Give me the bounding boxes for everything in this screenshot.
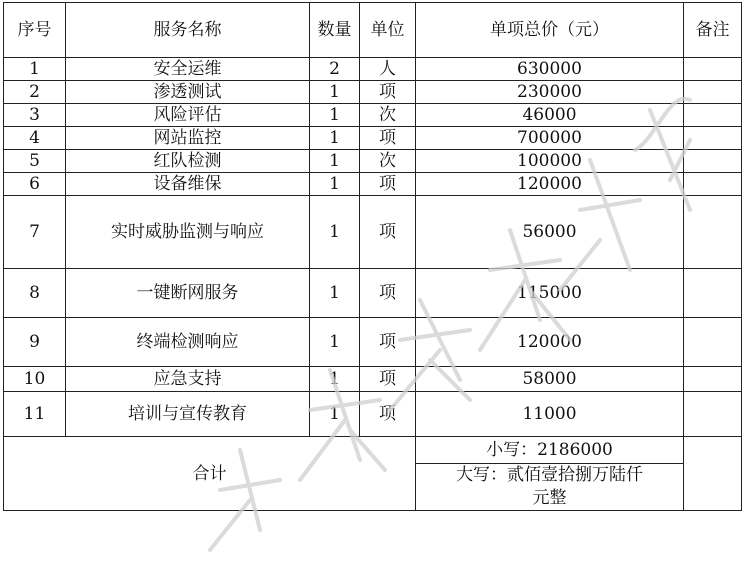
cell-qty: 2 [310,58,360,81]
cell-note [684,150,742,173]
cell-index: 6 [4,173,66,196]
cell-qty: 1 [310,173,360,196]
header-note: 备注 [684,3,742,58]
cell-note [684,127,742,150]
cell-unit: 项 [360,269,416,318]
cell-qty: 1 [310,104,360,127]
table-header-row [4,3,742,58]
total-row [4,437,742,464]
table-row [4,392,742,437]
cell-unit: 项 [360,127,416,150]
header-name: 服务名称 [66,3,310,58]
cell-price: 115000 [416,269,684,318]
cell-note [684,81,742,104]
cell-note [684,58,742,81]
cell-index: 7 [4,196,66,269]
cell-index: 8 [4,269,66,318]
cell-index: 10 [4,367,66,392]
cell-unit: 项 [360,81,416,104]
cell-note [684,392,742,437]
table-row [4,196,742,269]
cell-note [684,196,742,269]
cell-price: 120000 [416,318,684,367]
cell-qty: 1 [310,269,360,318]
table-row [4,318,742,367]
cell-qty: 1 [310,318,360,367]
cell-price: 100000 [416,150,684,173]
cell-unit: 项 [360,367,416,392]
quotation-table [3,2,742,511]
cell-price: 56000 [416,196,684,269]
cell-note [684,269,742,318]
total-uppercase: 大写：贰佰壹拾捌万陆仟元整 [416,464,684,511]
cell-note [684,173,742,196]
header-price: 单项总价（元） [416,3,684,58]
header-qty: 数量 [310,3,360,58]
cell-qty: 1 [310,150,360,173]
table-row [4,173,742,196]
cell-index: 3 [4,104,66,127]
cell-name: 网站监控 [66,127,310,150]
cell-name: 应急支持 [66,367,310,392]
cell-name: 培训与宣传教育 [66,392,310,437]
cell-index: 11 [4,392,66,437]
cell-price: 700000 [416,127,684,150]
cell-index: 5 [4,150,66,173]
header-index: 序号 [4,3,66,58]
cell-price: 630000 [416,58,684,81]
cell-name: 安全运维 [66,58,310,81]
table-row [4,81,742,104]
total-label: 合计 [4,437,416,511]
cell-name: 设备维保 [66,173,310,196]
cell-qty: 1 [310,196,360,269]
cell-name: 实时威胁监测与响应 [66,196,310,269]
cell-note [684,367,742,392]
cell-name: 终端检测响应 [66,318,310,367]
cell-unit: 项 [360,173,416,196]
total-lowercase: 小写：2186000 [416,437,684,464]
cell-index: 4 [4,127,66,150]
cell-price: 11000 [416,392,684,437]
cell-qty: 1 [310,392,360,437]
cell-price: 58000 [416,367,684,392]
cell-price: 120000 [416,173,684,196]
cell-index: 2 [4,81,66,104]
cell-name: 一键断网服务 [66,269,310,318]
cell-unit: 人 [360,58,416,81]
cell-unit: 项 [360,318,416,367]
cell-note [684,104,742,127]
cell-price: 46000 [416,104,684,127]
cell-unit: 次 [360,104,416,127]
header-unit: 单位 [360,3,416,58]
cell-qty: 1 [310,367,360,392]
table-row [4,269,742,318]
cell-unit: 项 [360,392,416,437]
cell-index: 9 [4,318,66,367]
cell-price: 230000 [416,81,684,104]
cell-name: 红队检测 [66,150,310,173]
cell-qty: 1 [310,127,360,150]
cell-unit: 次 [360,150,416,173]
total-note [684,437,742,511]
cell-index: 1 [4,58,66,81]
cell-unit: 项 [360,196,416,269]
table-row [4,367,742,392]
table-row [4,127,742,150]
cell-name: 风险评估 [66,104,310,127]
cell-qty: 1 [310,81,360,104]
table-row [4,150,742,173]
cell-note [684,318,742,367]
table-row [4,58,742,81]
cell-name: 渗透测试 [66,81,310,104]
table-row [4,104,742,127]
